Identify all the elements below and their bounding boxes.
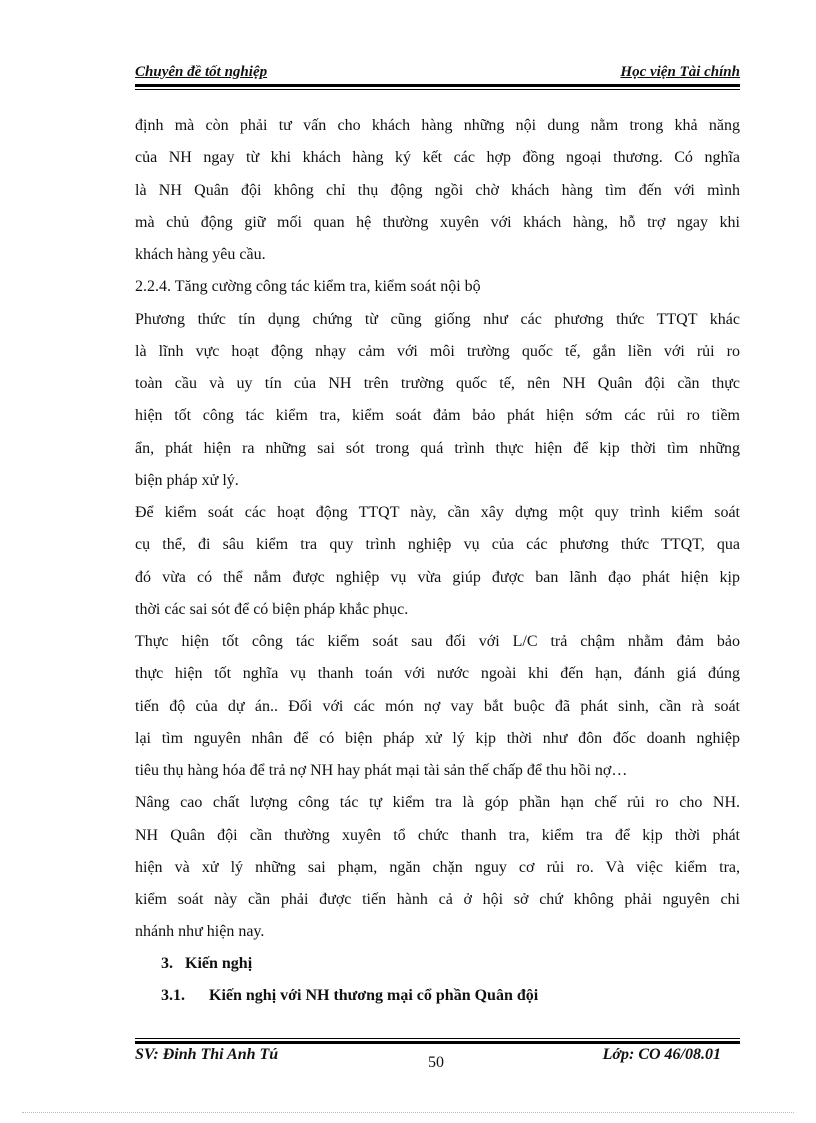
text-line: định mà còn phải tư vấn cho khách hàng những nội dung nằm trong khả năng bbox=[135, 117, 740, 134]
page-number: 50 bbox=[428, 1054, 444, 1071]
text-line: thực hiện tốt nghĩa vụ thanh toán với nước ngoài khi đến hạn, đánh giá đúng bbox=[135, 665, 740, 683]
text-line: Nâng cao chất lượng công tác tự kiểm tra là góp phần hạn chế rủi ro cho NH. bbox=[135, 794, 740, 812]
text-line: tiến độ của dự án.. Đối với các món nợ vay bắt buộc đã phát sinh, cần rà soát bbox=[135, 697, 740, 715]
section-heading-3 bbox=[161, 955, 252, 973]
text-line: của NH ngay từ khi khách hàng ký kết các hợp đồng ngoại thương. Có nghĩa bbox=[135, 149, 740, 167]
footer-rule-thin bbox=[135, 1038, 740, 1039]
text-line: khách hàng yêu cầu. bbox=[135, 246, 266, 263]
text-line: đó vừa có thể nắm được nghiệp vụ vừa giúp được ban lãnh đạo phát hiện kịp bbox=[135, 568, 740, 586]
text-line: hiện tốt công tác kiểm tra, kiểm soát đảm bảo phát hiện sớm các rủi ro tiềm bbox=[135, 407, 740, 425]
subsection-number: 3.1. bbox=[161, 987, 185, 1004]
text-line: thời các sai sót để có biện pháp khắc phục. bbox=[135, 600, 409, 618]
text-line: ẩn, phát hiện ra những sai sót trong quá trình thực hiện để kịp thời tìm những bbox=[135, 439, 740, 457]
section-title: Kiến nghị bbox=[185, 955, 253, 972]
text-line: nhánh như hiện nay. bbox=[135, 923, 265, 941]
text-line: lại tìm nguyên nhân để có biện pháp xử lý kịp thời như đôn đốc doanh nghiệp bbox=[135, 729, 740, 747]
page-bottom-edge bbox=[22, 1112, 794, 1113]
section-number: 3. bbox=[161, 955, 173, 972]
text-line: tiêu thụ hàng hóa để trả nợ NH hay phát mại tài sản thế chấp để thu hồi nợ… bbox=[135, 762, 628, 779]
text-line: hiện và xử lý những sai phạm, ngăn chặn nguy cơ rủi ro. Và việc kiểm tra, bbox=[135, 858, 740, 876]
body-text bbox=[135, 110, 740, 949]
footer-class-code: Lớp: CO 46/08.01 bbox=[602, 1046, 721, 1063]
header-rule-thick bbox=[135, 84, 740, 87]
text-line: cụ thể, đi sâu kiểm tra quy trình nghiệp vụ của các phương thức TTQT, qua bbox=[135, 536, 740, 554]
header-institution: Học viện Tài chính bbox=[620, 64, 740, 80]
text-line: 2.2.4. Tăng cường công tác kiểm tra, kiểm soát nội bộ bbox=[135, 278, 481, 296]
subsection-heading-3-1 bbox=[161, 987, 538, 1005]
page-header bbox=[135, 64, 740, 84]
text-line: mà chủ động giữ mối quan hệ thường xuyên với khách hàng, hỗ trợ ngay khi bbox=[135, 213, 740, 231]
text-line: là NH Quân đội không chỉ thụ động ngồi chờ khách hàng tìm đến với mình bbox=[135, 181, 740, 199]
text-line: Phương thức tín dụng chứng từ cũng giống như các phương thức TTQT khác bbox=[135, 310, 740, 328]
text-line: biện pháp xử lý. bbox=[135, 471, 239, 489]
text-line: là lĩnh vực hoạt động nhạy cảm với môi trường quốc tế, gắn liền với rủi ro bbox=[135, 342, 740, 360]
header-rule-thin bbox=[135, 89, 740, 90]
footer-rule-thick bbox=[135, 1041, 740, 1044]
text-line: toàn cầu và uy tín của NH trên trường quốc tế, nên NH Quân đội cần thực bbox=[135, 375, 740, 392]
footer-student-name: SV: Đinh Thi Anh Tú bbox=[135, 1046, 279, 1063]
text-line: Để kiểm soát các hoạt động TTQT này, cần xây dựng một quy trình kiểm soát bbox=[135, 504, 740, 521]
text-line: Thực hiện tốt công tác kiểm soát sau đối với L/C trả chậm nhằm đảm bảo bbox=[135, 633, 740, 650]
text-line: NH Quân đội cần thường xuyên tổ chức thanh tra, kiểm tra để kịp thời phát bbox=[135, 826, 740, 844]
header-document-title: Chuyên đề tốt nghiệp bbox=[135, 64, 268, 80]
text-line: kiểm soát này cần phải được tiến hành cả ở hội sở chứ không phải nguyên chi bbox=[135, 891, 740, 908]
subsection-title: Kiến nghị với NH thương mại cổ phần Quân đội bbox=[209, 987, 539, 1004]
